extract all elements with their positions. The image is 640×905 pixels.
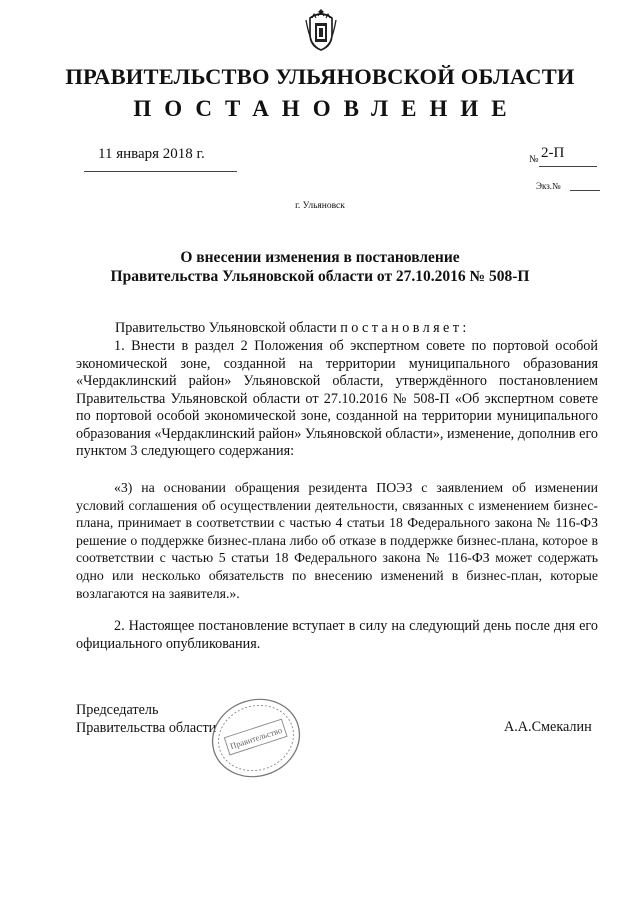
signatory-position-line-2: Правительства области <box>76 720 217 736</box>
government-title: ПРАВИТЕЛЬСТВО УЛЬЯНОВСКОЙ ОБЛАСТИ <box>65 64 575 89</box>
preamble <box>115 320 470 338</box>
stamp-text: Правительство <box>228 724 284 752</box>
signatory-position-line-1: Председатель <box>76 702 159 718</box>
document-type: ПОСТАНОВЛЕНИЕ <box>133 96 520 121</box>
paragraph-2: 2. Настоящее постановление вступает в силу на следующий день после дня его официального опубликования. <box>76 618 598 652</box>
document-date: 11 января 2018 г. <box>98 146 205 162</box>
official-stamp-icon <box>200 690 312 786</box>
preamble-verb: постановляет: <box>340 320 470 336</box>
number-underline <box>539 166 597 167</box>
paragraph-1: 1. Внести в раздел 2 Положения об экспертном совете по портовой особой экономической зоне, созданной на территории муниципального образования «Чердаклинский район» Ульяновской области, утверждённого постановлением Правительства Ульяновской области от 27.10.2016 № 508-П «Об экспертном совете по портовой особой экономической зоне, созданной на территории муниципального образования «Чердаклинский район» Ульяновской области», изменение, дополнив его пунктом 3 следующего содержания: <box>76 338 598 459</box>
city-name: г. Ульяновск <box>295 201 345 211</box>
paragraph-1-quote: «3) на основании обращения резидента ПОЭЗ с заявлением об изменении условий соглашения об осуществлении деятельности, связанных с изменением бизнес-плана, принимает в соответствии с частью 4 статьи 18 Федерального закона № 116-ФЗ решение о поддержке бизнес-плана либо об отказе в поддержке бизнес-плана, которое в соответствии с частью 5 статьи 18 Федерального закона № 116-ФЗ может содержать одно или несколько обязательств по внесению изменений в бизнес-план, которые возлагаются на заявителя.». <box>76 480 598 601</box>
signatory-name: А.А.Смекалин <box>504 719 592 735</box>
document-title-line-2: Правительства Ульяновской области от 27.10.2016 № 508-П <box>110 268 530 285</box>
number-label: № <box>529 154 539 165</box>
date-underline <box>84 171 237 172</box>
copy-number-label: Экз.№ <box>536 181 561 191</box>
ulyanovsk-coat-of-arms-icon <box>304 6 338 52</box>
document-number: 2-П <box>541 145 565 161</box>
preamble-subject: Правительство Ульяновской области <box>115 320 337 336</box>
document-title-line-1: О внесении изменения в постановление <box>180 249 460 266</box>
copy-number-underline <box>570 190 600 191</box>
